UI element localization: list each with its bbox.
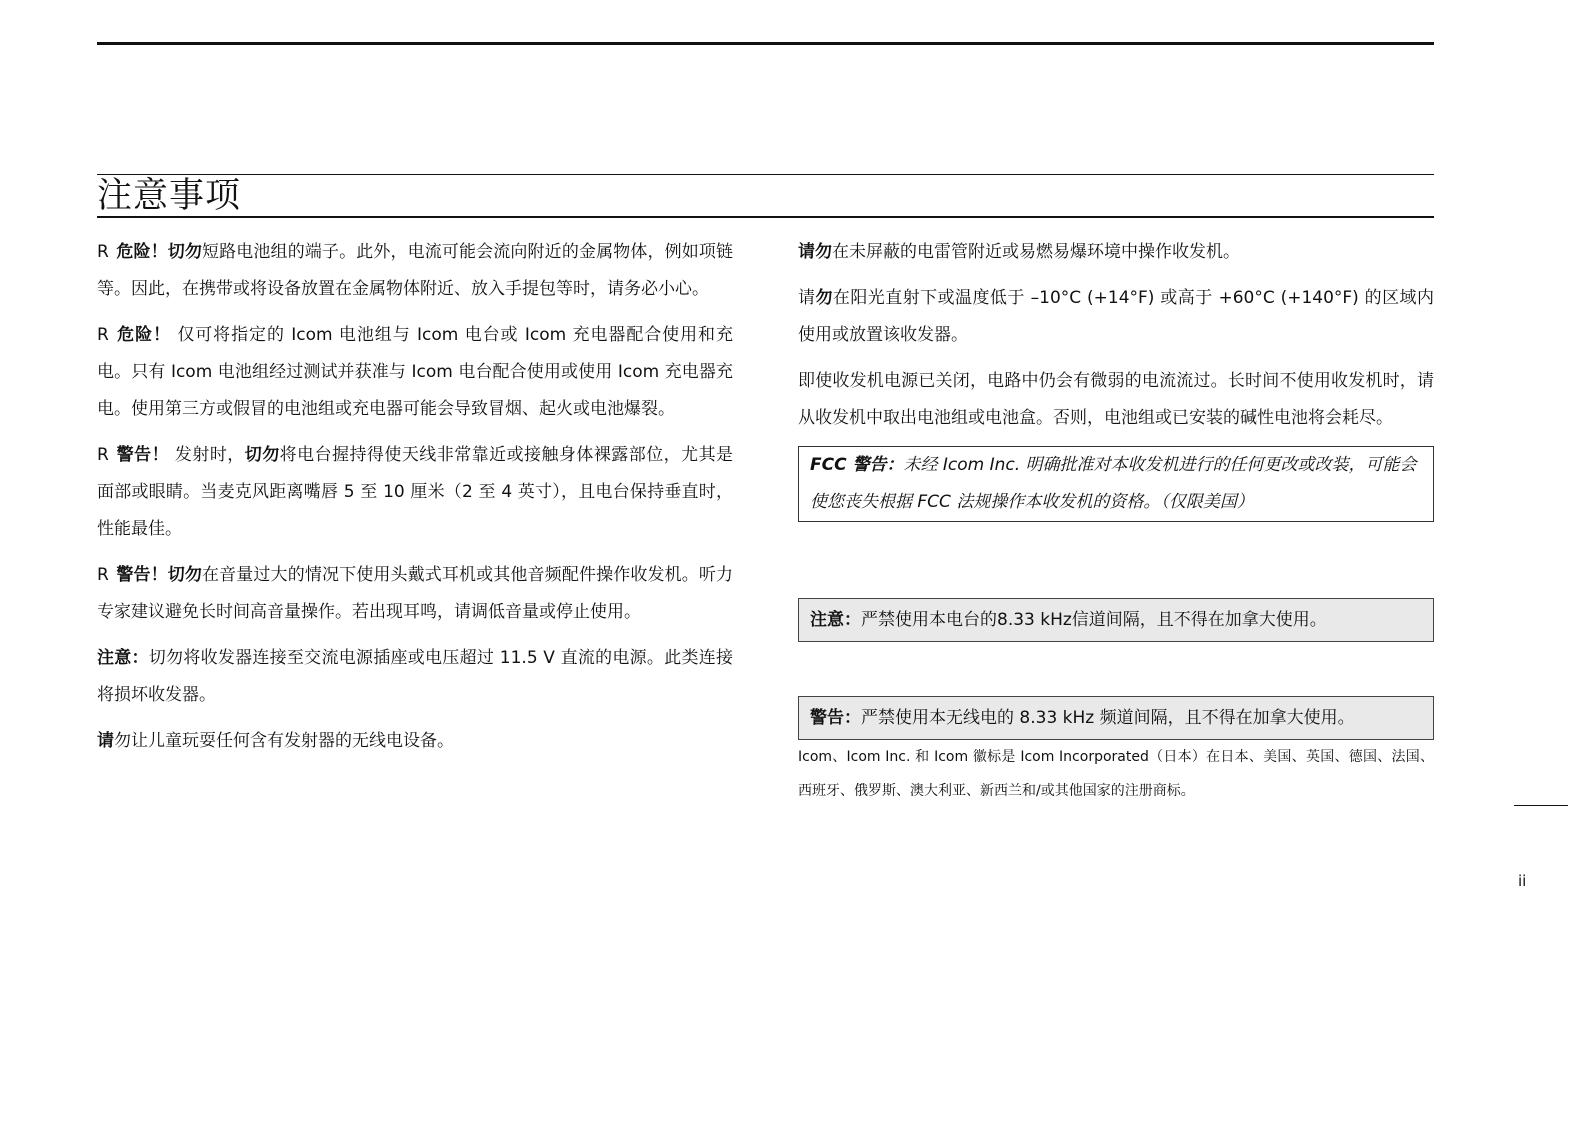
- caution-label: 注意：: [97, 648, 149, 668]
- paragraph-text: 切勿将收发器连接至交流电源插座或电压超过 11.5 V 直流的电源。此类连接将损坏收发器。: [97, 648, 733, 705]
- warning-text: 严禁使用本无线电的 8.33 kHz 频道间隔，且不得在加拿大使用。: [861, 708, 1355, 728]
- paragraph-text: 将电台握持得使天线非常靠近或接触身体裸露部位，尤其是面部或眼睛。当麦克风距离嘴唇 5 至 10 厘米（2 至 4 英寸），且电台保持垂直时，性能最佳。: [97, 445, 734, 539]
- warning-paragraph-antenna: [97, 437, 733, 548]
- page-title: 注意事项: [97, 176, 242, 216]
- paragraph-text: 在音量过大的情况下使用头戴式耳机或其他音频配件操作收发机。听力专家建议避免长时间高音量操作。若出现耳鸣，请调低音量或停止使用。: [97, 565, 734, 622]
- warning-paragraph-volume: [97, 557, 733, 631]
- danger-label: 危险！: [116, 242, 168, 262]
- fcc-warning-box: [798, 446, 1434, 522]
- caution-label: 注意：: [810, 610, 861, 630]
- warning-mark: R: [97, 325, 109, 345]
- temperature-paragraph: [798, 280, 1434, 354]
- caution-canada-box: [798, 598, 1434, 642]
- page-side-rule: [1514, 805, 1568, 806]
- never-label: 请勿: [798, 242, 832, 262]
- warning-canada-box: [798, 696, 1434, 740]
- paragraph-text: 即使收发机电源已关闭，电路中仍会有微弱的电流流过。长时间不使用收发机时，请从收发机中取出电池组或电池盒。否则，电池组或已安装的碱性电池将会耗尽。: [798, 371, 1434, 428]
- warning-mark: R: [97, 242, 109, 262]
- fcc-warning-label: FCC 警告：: [810, 455, 904, 475]
- warning-label: 警告：: [810, 708, 861, 728]
- children-paragraph: [97, 723, 733, 760]
- header-top-rule: [97, 42, 1434, 45]
- fcc-warning-text: 未经 Icom Inc. 明确批准对本收发机进行的任何更改或改装，可能会使您丧失根据 FCC 法规操作本收发机的资格。（仅限美国）: [810, 455, 1417, 512]
- never-label: 切勿: [167, 565, 203, 585]
- trademark-notice: Icom、Icom Inc. 和 Icom 徽标是 Icom Incorporated（日本）在日本、美国、英国、德国、法国、西班牙、俄罗斯、澳大利亚、新西兰和/或其他国家的注册商标。: [798, 749, 1434, 799]
- warning-label: 警告！: [116, 445, 170, 465]
- paragraph-text: 仅可将指定的 Icom 电池组与 Icom 电台或 Icom 充电器配合使用和充电。只有 Icom 电池组经过测试并获准与 Icom 电台配合使用或使用 Icom 充电器充电。使用第三方或假冒的电池组或充电器可能会导致冒烟、起火或电池爆裂。: [97, 325, 733, 419]
- never-label: 切勿: [167, 242, 203, 262]
- paragraph-text: 发射时，: [174, 445, 245, 465]
- caution-paragraph-power: [97, 640, 733, 714]
- paragraph-text: 勿让儿童玩耍任何含有发射器的无线电设备。: [114, 731, 454, 751]
- left-column: [97, 234, 733, 769]
- paragraph-text: 请: [798, 288, 816, 308]
- right-column: [798, 234, 1434, 817]
- never-label: 勿: [815, 288, 833, 308]
- never-label: 切勿: [244, 445, 280, 465]
- detonator-paragraph: [798, 234, 1434, 271]
- warning-label: 警告！: [116, 565, 168, 585]
- paragraph-text: 短路电池组的端子。此外，电流可能会流向附近的金属物体，例如项链等。因此，在携带或将设备放置在金属物体附近、放入手提包等时，请务必小心。: [97, 242, 734, 299]
- paragraph-text: 在未屏蔽的电雷管附近或易燃易爆环境中操作收发机。: [832, 242, 1240, 262]
- danger-label: 危险！: [117, 325, 171, 345]
- warning-mark: R: [97, 565, 109, 585]
- page-number: ii: [1518, 872, 1527, 890]
- warning-mark: R: [97, 445, 109, 465]
- danger-paragraph-short-circuit: [97, 234, 733, 308]
- caution-text: 严禁使用本电台的8.33 kHz信道间隔，且不得在加拿大使用。: [861, 610, 1327, 630]
- battery-drain-paragraph: [798, 363, 1434, 437]
- danger-paragraph-battery: [97, 317, 733, 428]
- title-rule-top: [97, 174, 1434, 175]
- please-label: 请: [97, 731, 114, 751]
- paragraph-text: 在阳光直射下或温度低于 –10°C (+14°F) 或高于 +60°C (+140°F) 的区域内使用或放置该收发器。: [798, 288, 1435, 345]
- title-rule-bottom: [97, 216, 1434, 218]
